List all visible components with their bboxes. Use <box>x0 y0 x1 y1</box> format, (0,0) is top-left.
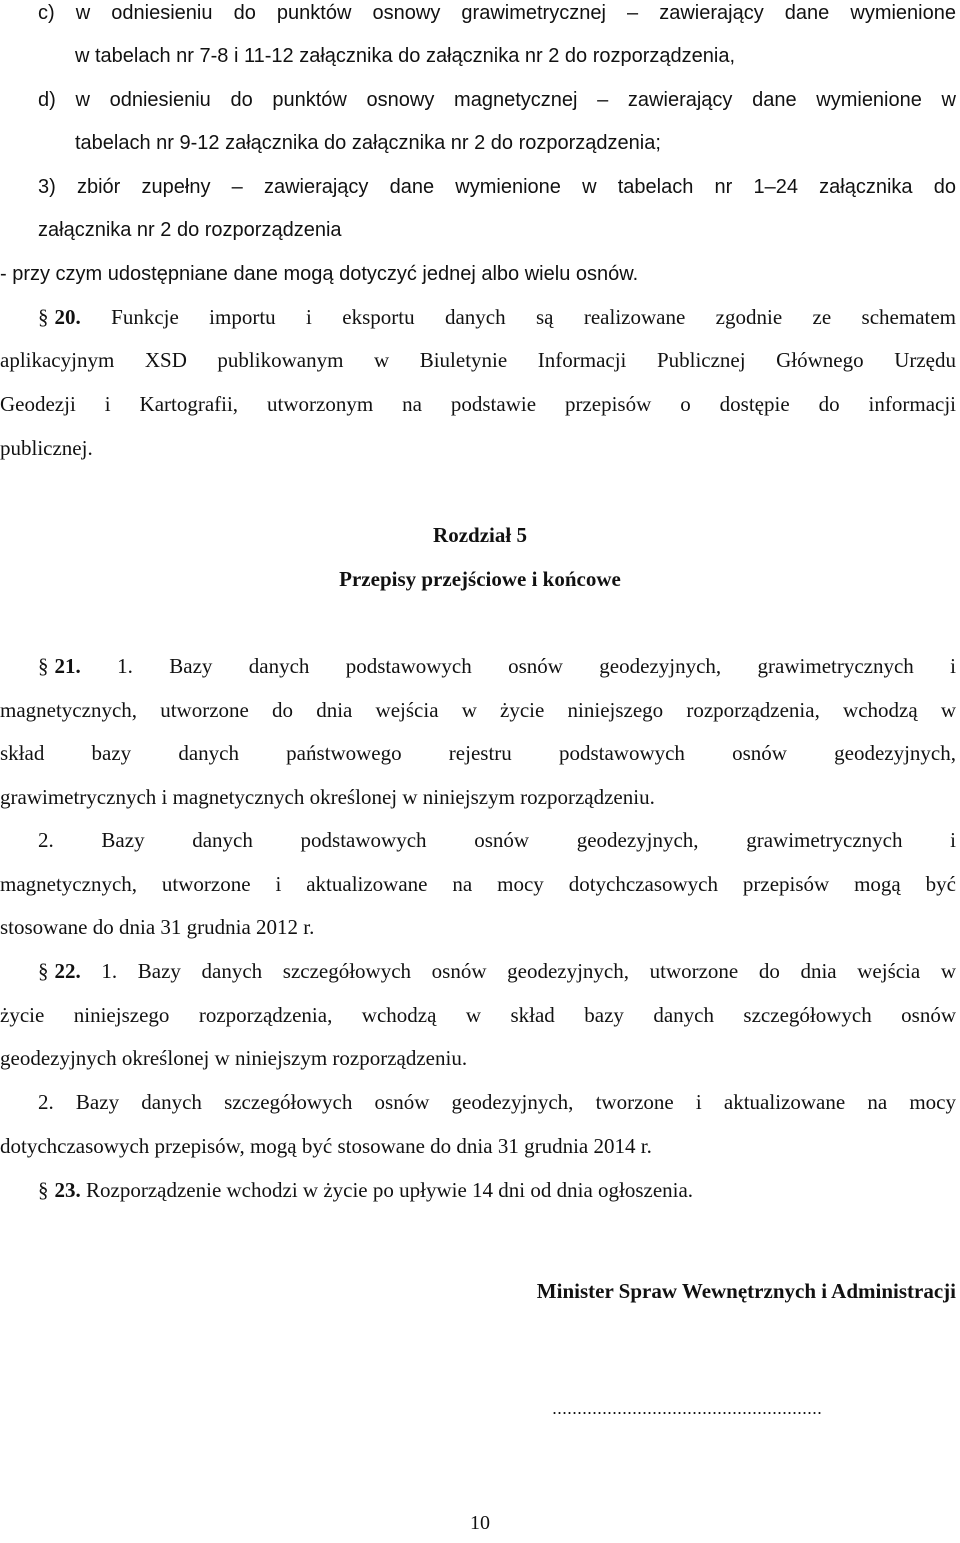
para-22-p2-line2: dotychczasowych przepisów, mogą być stosowane do dnia 31 grudnia 2014 r. <box>0 1134 652 1158</box>
section-mark: § <box>38 654 49 678</box>
para-22-line3: geodezyjnych określonej w niniejszym rozporządzeniu. <box>0 1046 468 1070</box>
para-21-line3: skład bazy danych państwowego rejestru podstawowych osnów geodezyjnych, <box>0 741 956 765</box>
para-20-text-line1: Funkcje importu i eksportu danych są realizowane zgodnie ze schematem <box>111 305 957 329</box>
para-21-p2-line2: magnetycznych, utworzone i aktualizowane na mocy dotychczasowych przepisów mogą być <box>0 872 956 896</box>
page-number: 10 <box>470 1512 490 1534</box>
para-22-line2: życie niniejszego rozporządzenia, wchodzą w skład bazy danych szczegółowych osnów <box>0 1003 956 1027</box>
signature-title: Minister Spraw Wewnętrznych i Administracji <box>536 1279 956 1303</box>
para-22-text-line1: 1. Bazy danych szczegółowych osnów geodezyjnych, utworzone do dnia wejścia w <box>101 959 957 983</box>
section-mark: § <box>38 1178 49 1202</box>
para-23-number: 23. <box>54 1178 81 1202</box>
list-item-3-line1: 3) zbiór zupełny – zawierający dane wymienione w tabelach nr 1–24 załącznika do <box>38 176 956 198</box>
para-20-number: 20. <box>54 305 81 329</box>
section-mark: § <box>38 305 49 329</box>
signature-dots: ...................................................... <box>552 1398 823 1418</box>
para-21-p2-line3: stosowane do dnia 31 grudnia 2012 r. <box>0 915 315 939</box>
para-21-p2-line1: 2. Bazy danych podstawowych osnów geodezyjnych, grawimetrycznych i <box>38 828 956 852</box>
para-21-text-line1: 1. Bazy danych podstawowych osnów geodezyjnych, grawimetrycznych i <box>117 654 957 678</box>
para-20-line1 <box>0 305 956 330</box>
para-21-line1 <box>0 654 956 679</box>
note-line: - przy czym udostępniane dane mogą dotyczyć jednej albo wielu osnów. <box>0 263 639 285</box>
para-20-line4: publicznej. <box>0 436 93 460</box>
para-22-p2-line1: 2. Bazy danych szczegółowych osnów geodezyjnych, tworzone i aktualizowane na mocy <box>38 1090 956 1114</box>
para-20-line3: Geodezji i Kartografii, utworzonym na podstawie przepisów o dostępie do informacji <box>0 392 956 416</box>
para-20-line2: aplikacyjnym XSD publikowanym w Biuletynie Informacji Publicznej Głównego Urzędu <box>0 348 956 372</box>
para-22-line1 <box>0 959 956 984</box>
para-23-text: Rozporządzenie wchodzi w życie po upływie 14 dni od dnia ogłoszenia. <box>86 1178 694 1202</box>
section-mark: § <box>38 959 49 983</box>
chapter-title: Rozdział 5 <box>433 523 527 547</box>
list-item-c-line2: w tabelach nr 7-8 i 11-12 załącznika do załącznika nr 2 do rozporządzenia, <box>75 45 735 67</box>
list-item-d-line1: d) w odniesieniu do punktów osnowy magnetycznej – zawierający dane wymienione w <box>38 89 956 111</box>
para-23-line <box>38 1178 693 1203</box>
list-item-c-line1: c) w odniesieniu do punktów osnowy grawimetrycznej – zawierający dane wymienione <box>38 2 956 24</box>
para-21-number: 21. <box>54 654 81 678</box>
para-22-number: 22. <box>54 959 81 983</box>
chapter-subtitle: Przepisy przejściowe i końcowe <box>339 567 621 591</box>
list-item-3-line2: załącznika nr 2 do rozporządzenia <box>38 219 342 241</box>
list-item-d-line2: tabelach nr 9-12 załącznika do załącznika nr 2 do rozporządzenia; <box>75 132 661 154</box>
para-21-line2: magnetycznych, utworzone do dnia wejścia w życie niniejszego rozporządzenia, wchodzą w <box>0 698 956 722</box>
para-21-line4: grawimetrycznych i magnetycznych określonej w niniejszym rozporządzeniu. <box>0 785 655 809</box>
